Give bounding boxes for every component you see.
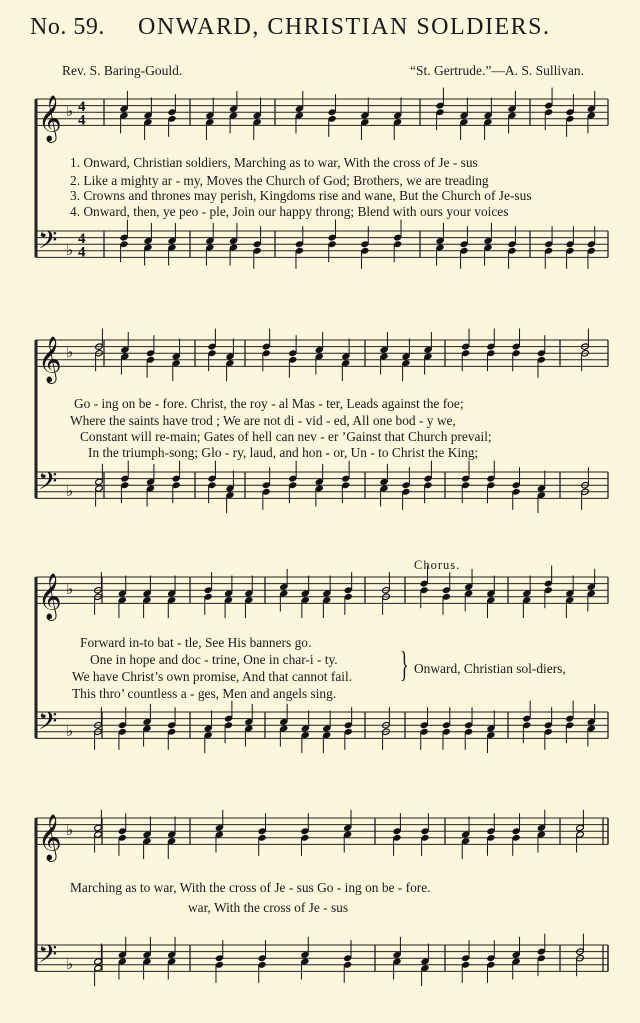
hymn-title: ONWARD, CHRISTIAN SOLDIERS. [138, 14, 551, 40]
verse-4-line-1: 4. Onward, then, ye peo - ple, Join our happy throng; Blend with ours your voices [70, 204, 509, 219]
music-system-4 [36, 810, 608, 986]
words-credit: Rev. S. Baring-Gould. [62, 63, 183, 78]
time-signature: 4 [78, 99, 86, 116]
bass-clef-icon: 𝄢 [38, 706, 58, 742]
verse-1-line-3: Forward in-to bat - tle, See His banners go. [80, 635, 312, 650]
verse-3-line-1: 3. Crowns and thrones may perish, Kingdoms rise and wane, But the Church of Je-sus [70, 188, 532, 203]
noteheads [94, 810, 585, 986]
flat-icon: ♭ [66, 580, 74, 599]
verse-2-line-3: One in hope and doc - trine, One in char-i - ty. [90, 652, 338, 667]
bass-clef-icon: 𝄢 [38, 939, 58, 975]
bass-clef-icon: 𝄢 [38, 225, 58, 261]
treble-clef-icon: 𝄞 [38, 814, 62, 861]
flat-icon: ♭ [66, 481, 74, 500]
chorus-lyric-line-1: Marching as to war, With the cross of Je - sus Go - ing on be - fore. [70, 880, 431, 895]
treble-clef-icon: 𝄞 [38, 336, 62, 383]
flat-icon: ♭ [66, 821, 74, 840]
verse-2-line-1: 2. Like a mighty ar - my, Moves the Church of God; Brothers, we are treading [70, 173, 489, 188]
flat-icon: ♭ [66, 240, 74, 259]
verse-brace: } [400, 644, 409, 684]
verse-3-line-3: We have Christ’s own promise, And that cannot fail. [72, 669, 353, 684]
bass-clef-icon: 𝄢 [38, 466, 58, 502]
chorus-label: Chorus. [414, 558, 461, 572]
verse-2-line-2: Where the saints have trod ; We are not di - vid - ed, All one bod - y we, [70, 413, 456, 428]
treble-clef-icon: 𝄞 [38, 95, 62, 142]
flat-icon: ♭ [66, 343, 74, 362]
time-signature: 4 [78, 244, 86, 261]
chorus-line: Onward, Christian sol-diers, [414, 661, 566, 676]
time-signature: 4 [78, 231, 86, 248]
verse-4-line-3: This thro’ countless a - ges, Men and angels sing. [72, 686, 337, 701]
treble-clef-icon: 𝄞 [38, 573, 62, 620]
flat-icon: ♭ [66, 721, 74, 740]
treble-staff [36, 99, 608, 125]
flat-icon: ♭ [66, 954, 74, 973]
hymn-number: No. 59. [30, 14, 105, 40]
verse-1-line-1: 1. Onward, Christian soldiers, Marching as to war, With the cross of Je - sus [70, 155, 478, 170]
time-signature: 4 [78, 112, 86, 129]
flat-icon: ♭ [66, 102, 74, 121]
chorus-lyric-line-2: war, With the cross of Je - sus [188, 900, 349, 915]
tune-credit: “St. Gertrude.”—A. S. Sullivan. [410, 63, 584, 78]
bass-staff [36, 945, 608, 971]
verse-1-line-2: Go - ing on be - fore. Christ, the roy - al Mas - ter, Leads against the foe; [74, 396, 464, 411]
verse-4-line-2: In the triumph-song; Glo - ry, laud, and hon - or, Un - to Christ the King; [88, 445, 479, 460]
verse-3-line-2: Constant will re-main; Gates of hell can nev - er ’Gainst that Church prevail; [80, 429, 492, 444]
